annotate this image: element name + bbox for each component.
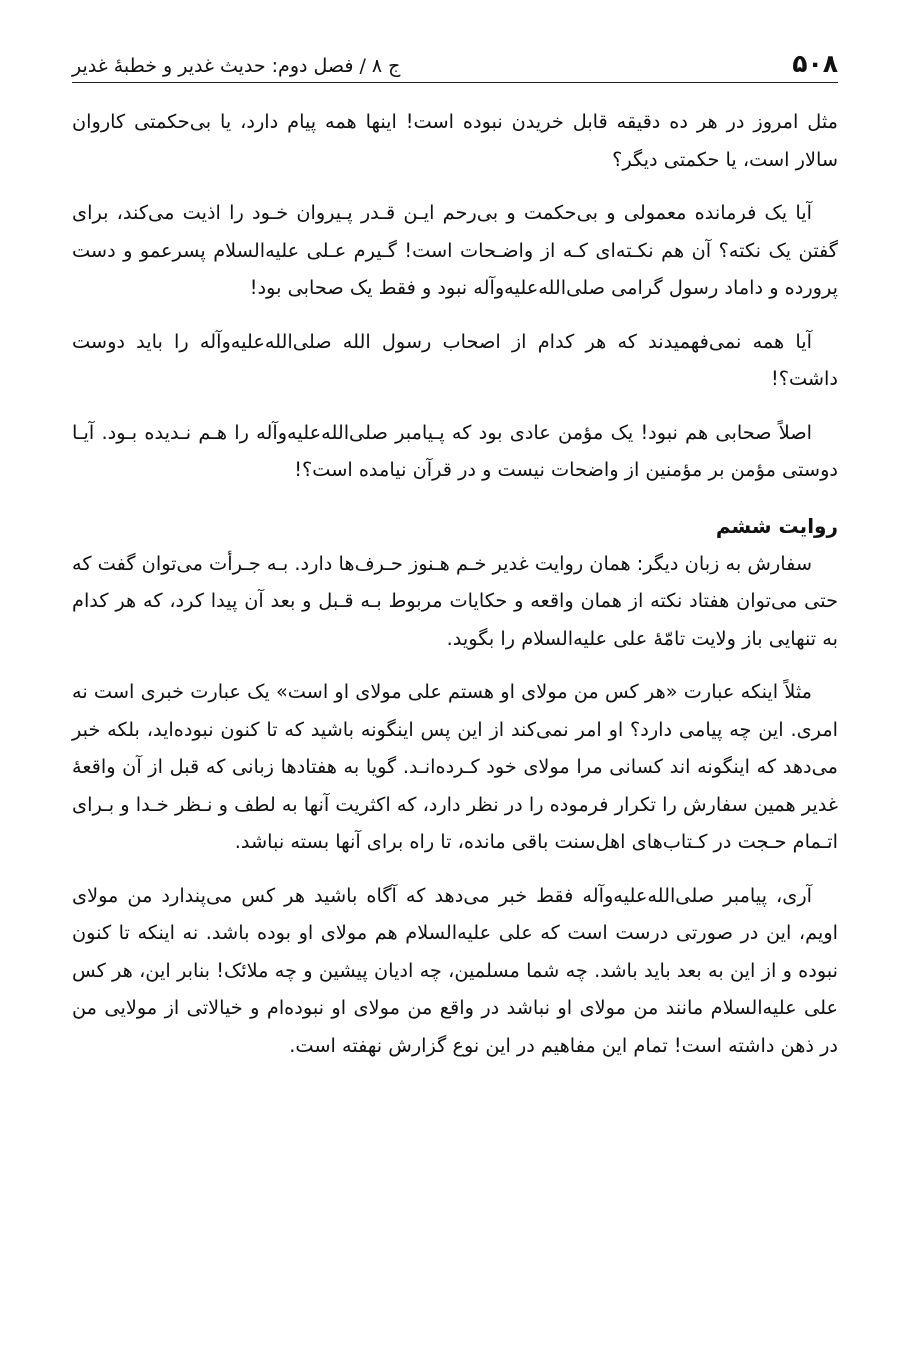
paragraph: مثلاً اینکه عبارت «هر کس من مولای او هستم علی مولای او است» یک عبارت خبری است نه امری. این چه پیامی دارد؟ او امر نمی‌کند از این پس اینگونه باشید که تا کنون نبوده‌اید، بلکه خبر می‌دهد که اینگونه اند کسانی مرا مولای خود کـرده‌انـد. گویا به هفتادها زبانی که قبل از آن واقعهٔ غدیر همین سفارش را تکرار فرموده را در نظر دارد، که اکثریت آنها به لطف و نـظر خـدا و بـرای اتـمام حـجت در کـتاب‌های اهل‌سنت باقی مانده، تا راه برای آنها بسته نباشد. bbox=[72, 680, 838, 853]
page-number: ۵۰۸ bbox=[792, 49, 838, 78]
paragraph: آیا همه نمی‌فهمیدند که هر کدام از اصحاب رسول الله صلی‌الله‌علیه‌وآله را باید دوست داشت؟! bbox=[72, 329, 838, 390]
paragraph: اصلاً صحابی هم نبود! یک مؤمن عادی بود که پـیامبر صلی‌الله‌علیه‌وآله را هـم نـدیده بـود. آیـا دوستی مؤمن بر مؤمنین از واضحات نیست و در قرآن نیامده است؟! bbox=[72, 420, 838, 481]
paragraph: آری، پیامبر صلی‌الله‌علیه‌وآله فقط خبر می‌دهد که آگاه باشید هر کس می‌پندارد من مولای اویم، این در صورتی درست است که علی علیه‌السلام هم مولای او بوده باشد. نه اینکه تا کنون نبوده و از این به بعد باید باشد. چه شما مسلمین، چه ادیان پیشین و چه ملائک! بنابر این، هر کس علی علیه‌السلام مانند من مولای او نباشد در واقع من مولای او نبوده‌ام و خیالاتی از مولایی من در ذهن داشته است! تمام این مفاهیم در این نوع گزارش نهفته است. bbox=[72, 883, 838, 1057]
page-body bbox=[72, 103, 838, 1064]
page-header bbox=[72, 30, 838, 83]
running-title: ج ۸ / فصل دوم: حدیث غدیر و خطبهٔ غدیر bbox=[72, 55, 401, 77]
section-heading: روایت ششم bbox=[715, 513, 838, 538]
book-page bbox=[72, 30, 838, 1336]
paragraph: سفارش به زبان دیگر: همان روایت غدیر خـم هـنوز حـرف‌ها دارد. بـه جـرأت می‌توان گفت که حتی می‌توان هفتاد نکته از همان واقعه و حکایات مربوط بـه قـبل و بعد آن پیدا کرد، که هر کدام به تنهایی باز ولایت تامّهٔ علی علیه‌السلام را بگوید. bbox=[72, 551, 838, 650]
paragraph: آیا یک فرمانده معمولی و بی‌حکمت و بی‌رحم ایـن قـدر پـیروان خـود را اذیت می‌کند، برای گفتن یک نکته؟ آن هم نکـته‌ای کـه از واضـحات است! گـیرم عـلی علیه‌السلام پسرعمو و دست پرورده و داماد رسول گرامی صلی‌الله‌علیه‌وآله نبود و فقط یک صحابی بود! bbox=[72, 201, 838, 299]
paragraph: مثل امروز در هر ده دقیقه قابل خریدن نبوده است! اینها همه پیام دارد، یا بی‌حکمتی کاروان سالار است، یا حکمتی دیگر؟ bbox=[72, 110, 838, 171]
